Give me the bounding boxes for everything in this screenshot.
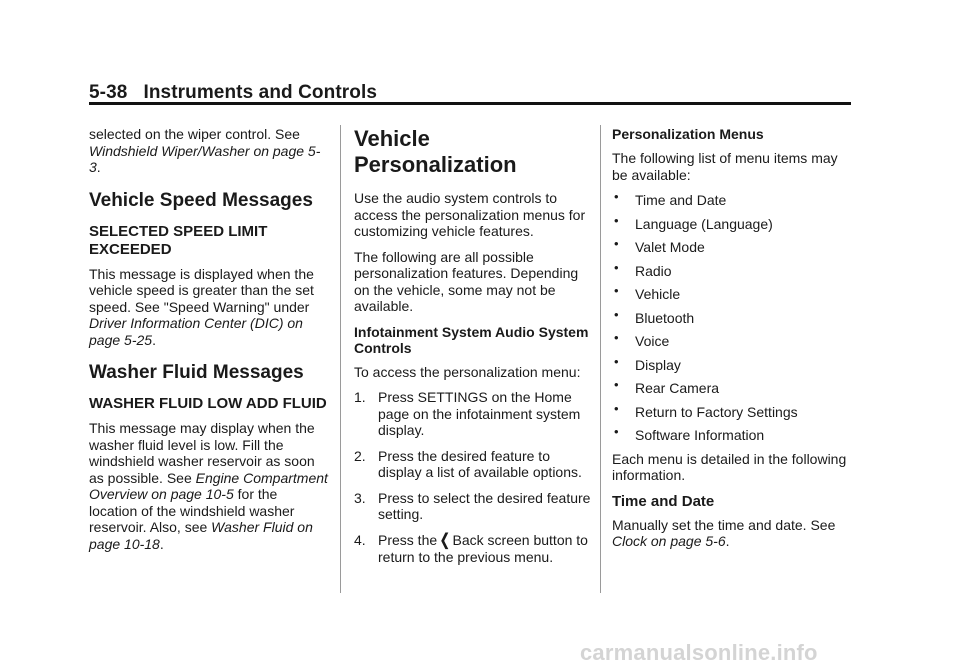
column-left (89, 126, 329, 561)
step-number: 4. (354, 531, 366, 548)
list-item: • Display (614, 353, 681, 373)
list-item: • Bluetooth (614, 306, 695, 326)
watermark: carmanualsonline.info (580, 640, 818, 665)
clock-link[interactable]: Clock on page 5-6 (612, 533, 726, 549)
time-text: Manually set the time and date. See (612, 516, 836, 533)
time-date-heading: Time and Date (612, 492, 715, 510)
personalization-menus-subheading: Personalization Menus (612, 126, 764, 142)
intro-text: selected on the wiper control. See (89, 126, 300, 142)
bullet-icon: • (614, 306, 619, 322)
step-text: Press the desired feature to display a list of available options. (378, 447, 582, 480)
list-item: • Voice (614, 330, 670, 349)
list-item: • Software Information (614, 424, 765, 443)
washer-messages-heading: Washer Fluid Messages (89, 362, 304, 383)
washer-text-2: for the location of the windshield washer reservoir. Also, see (89, 486, 295, 535)
speed-messages-heading: Vehicle Speed Messages (89, 189, 313, 211)
list-item: • Rear Camera (614, 377, 720, 396)
dic-link[interactable]: Driver Information Center (DIC) on page 5-25 (89, 315, 303, 348)
column-middle (354, 126, 594, 575)
access-menu-text: To access the personalization menu: (354, 363, 581, 380)
time-end: . (725, 533, 730, 549)
step-text: Press to select the desired feature setting. (378, 489, 591, 522)
bullet-icon: • (614, 236, 619, 251)
intro-end: . (96, 159, 101, 175)
bullet-icon: • (614, 330, 619, 345)
washer-fluid-link[interactable]: Washer Fluid on page 10-18 (89, 519, 313, 552)
header-rule (89, 102, 851, 105)
step-text-a: Press the (378, 531, 438, 548)
column-divider-right (600, 125, 601, 593)
washer-low-subheading: WASHER FLUID LOW ADD FLUID (89, 395, 327, 412)
speed-paragraph (89, 266, 329, 349)
bullet-icon: • (614, 212, 619, 228)
steps-list (354, 389, 594, 566)
speed-end: . (152, 331, 156, 348)
bullet-icon: • (614, 400, 619, 416)
bullet-icon: • (614, 189, 619, 204)
step-text-b: Back screen button to return to the previous menu. (378, 531, 588, 565)
column-right (612, 126, 852, 559)
list-item: • Time and Date (614, 189, 727, 208)
step-number: 1. (354, 389, 366, 405)
step-number: 3. (354, 489, 366, 506)
audio-controls-subheading: Infotainment System Audio System Controls (354, 323, 589, 356)
personalization-intro: Use the audio system controls to access the personalization menus for customizing vehicle features. (354, 190, 586, 239)
bullet-icon: • (614, 424, 619, 439)
menu-intro: The following list of menu items may be available: (612, 150, 838, 183)
chapter-title: Instruments and Controls (143, 82, 378, 103)
speed-text: This message is displayed when the vehicle speed is greater than the set speed. See "Speed Warning" under (89, 265, 314, 315)
intro-paragraph (89, 126, 329, 176)
personalization-availability: The following are all possible personalization features. Depending on the vehicle, some may not be available. (354, 248, 579, 314)
step-text: Press SETTINGS on the Home page on the infotainment system display. (378, 389, 581, 438)
column-divider-left (340, 125, 341, 593)
back-chevron-icon: ❬ (438, 531, 452, 549)
bullet-icon: • (614, 283, 619, 298)
page-header (89, 82, 377, 104)
speed-limit-subheading: SELECTED SPEED LIMIT EXCEEDED (89, 222, 268, 258)
list-item: • Radio (614, 259, 672, 279)
time-date-paragraph (612, 517, 852, 550)
step-item (354, 389, 594, 439)
list-item: • Language (Language) (614, 212, 773, 232)
menu-items-list (612, 189, 852, 444)
bullet-icon: • (614, 377, 619, 392)
engine-compartment-link[interactable]: Engine Compartment Overview on page 10-5 (89, 469, 328, 502)
bullet-icon: • (614, 353, 619, 369)
step-number: 2. (354, 447, 366, 464)
list-item: • Return to Factory Settings (614, 400, 798, 420)
washer-paragraph (89, 420, 329, 552)
list-item: • Vehicle (614, 283, 681, 302)
wiper-link[interactable]: Windshield Wiper/Washer on page 5-3 (89, 142, 321, 175)
page-number: 5-38 (89, 82, 128, 103)
washer-end: . (159, 535, 164, 552)
washer-text-1: This message may display when the washer fluid level is low. Fill the windshield washer reservoir as soon as possible. See (89, 420, 315, 486)
step-item (354, 532, 594, 566)
bullet-icon: • (614, 259, 619, 275)
list-item: • Valet Mode (614, 236, 705, 255)
personalization-heading: Vehicle Personalization (354, 126, 517, 177)
step-item (354, 490, 594, 523)
menu-detail-text: Each menu is detailed in the following information. (612, 450, 847, 483)
step-item (354, 448, 594, 481)
